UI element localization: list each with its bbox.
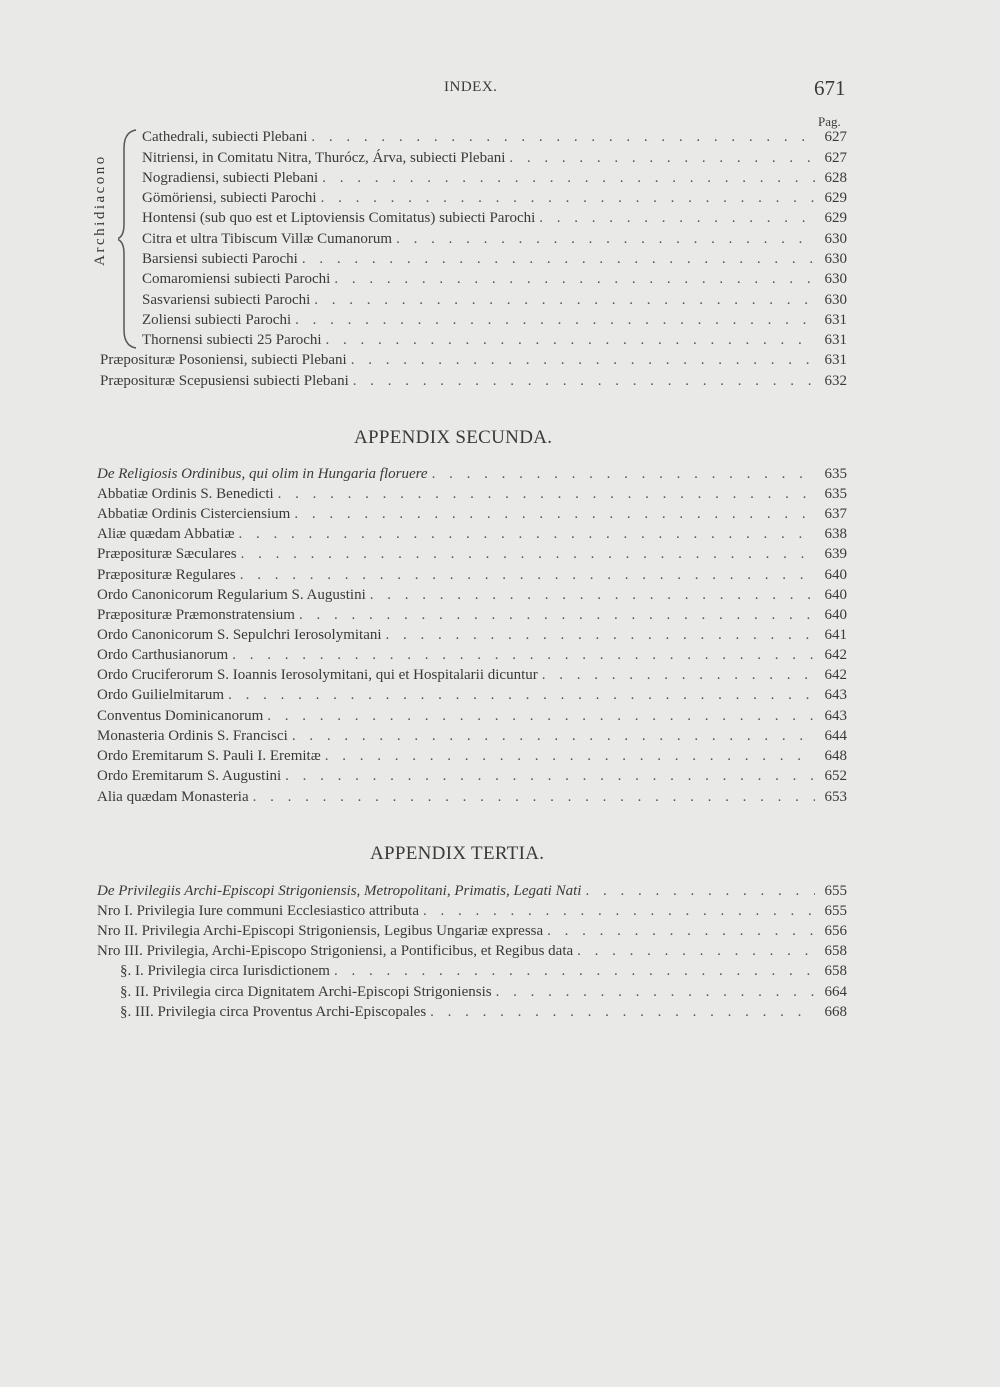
- dot-leader: [302, 251, 815, 268]
- entry-page: 655: [824, 883, 847, 899]
- entry-page: 630: [824, 292, 847, 308]
- index-entry: [97, 506, 847, 526]
- entry-page: 632: [824, 373, 847, 389]
- dot-leader: [585, 883, 815, 900]
- dot-leader: [285, 768, 815, 785]
- index-entry: [142, 170, 847, 190]
- entry-text: Gömöriensi, subiecti Parochi: [142, 190, 317, 206]
- dot-leader: [322, 170, 815, 187]
- dot-leader: [267, 708, 815, 725]
- index-entry: [142, 150, 847, 170]
- dot-leader: [334, 271, 815, 288]
- index-entry: [97, 708, 847, 728]
- entry-page: 631: [824, 332, 847, 348]
- curly-brace-icon: [118, 128, 138, 350]
- dot-leader: [423, 903, 815, 920]
- entry-page: 637: [824, 506, 847, 522]
- entry-page: 638: [824, 526, 847, 542]
- entry-text: Ordo Carthusianorum: [97, 647, 229, 663]
- index-entry: [142, 312, 847, 332]
- index-entry: [97, 943, 847, 963]
- dot-leader: [542, 667, 815, 684]
- entry-text: Ordo Guilielmitarum: [97, 687, 225, 703]
- index-entry: [142, 210, 847, 230]
- dot-leader: [396, 231, 815, 248]
- entry-text: Ordo Canonicorum Regularium S. Augustini: [97, 587, 366, 603]
- dot-leader: [432, 466, 815, 483]
- index-entry: [97, 667, 847, 687]
- dot-leader: [311, 129, 815, 146]
- index-entry: [97, 903, 847, 923]
- index-entry: [142, 292, 847, 312]
- index-entry: [120, 963, 847, 983]
- entry-text: §. III. Privilegia circa Proventus Archi-Episcopales: [120, 1004, 427, 1020]
- index-entry: [100, 352, 847, 372]
- entry-text: Ordo Eremitarum S. Augustini: [97, 768, 282, 784]
- dot-leader: [321, 190, 815, 207]
- index-entry: [97, 768, 847, 788]
- index-entry: [142, 332, 847, 352]
- entry-page: 631: [824, 312, 847, 328]
- entry-text: §. I. Privilegia circa Iurisdictionem: [120, 963, 330, 979]
- entry-text: Præposituræ Regulares: [97, 567, 236, 583]
- index-entry: [142, 271, 847, 291]
- entry-text: De Privilegiis Archi-Episcopi Strigoniensis, Metropolitani, Primatis, Legati Nati: [97, 883, 582, 899]
- index-entry: [97, 728, 847, 748]
- entry-text: Abbatiæ Ordinis S. Benedicti: [97, 486, 274, 502]
- dot-leader: [353, 373, 815, 390]
- dot-leader: [539, 210, 815, 227]
- dot-leader: [509, 150, 815, 167]
- entry-page: 630: [824, 271, 847, 287]
- dot-leader: [547, 923, 815, 940]
- entry-page: 629: [824, 210, 847, 226]
- entry-page: 640: [824, 567, 847, 583]
- index-entry: [97, 923, 847, 943]
- entry-page: 635: [824, 466, 847, 482]
- entry-page: 642: [824, 667, 847, 683]
- entry-page: 648: [824, 748, 847, 764]
- dot-leader: [299, 607, 815, 624]
- entry-text: Abbatiæ Ordinis Cisterciensium: [97, 506, 291, 522]
- index-entry: [97, 748, 847, 768]
- entry-page: 664: [824, 984, 847, 1000]
- entry-text: §. II. Privilegia circa Dignitatem Archi-Episcopi Strigoniensis: [120, 984, 492, 1000]
- entry-text: Nro II. Privilegia Archi-Episcopi Strigoniensis, Legibus Ungariæ expressa: [97, 923, 544, 939]
- index-entry: [97, 466, 847, 486]
- entry-page: 630: [824, 251, 847, 267]
- entry-text: Præposituræ Præmonstratensium: [97, 607, 295, 623]
- entry-text: Nro III. Privilegia, Archi-Episcopo Strigoniensi, a Pontificibus, et Regibus data: [97, 943, 574, 959]
- dot-leader: [496, 984, 815, 1001]
- page-number: 671: [814, 76, 846, 100]
- dot-leader: [430, 1004, 815, 1021]
- entry-text: Ordo Cruciferorum S. Ioannis Ierosolymitani, qui et Hospitalarii dicuntur: [97, 667, 538, 683]
- dot-leader: [325, 748, 815, 765]
- dot-leader: [314, 292, 815, 309]
- dot-leader: [292, 728, 815, 745]
- entry-text: Ordo Canonicorum S. Sepulchri Ierosolymitani: [97, 627, 382, 643]
- entry-text: Zoliensi subiecti Parochi: [142, 312, 292, 328]
- dot-leader: [295, 312, 815, 329]
- entry-text: Monasteria Ordinis S. Francisci: [97, 728, 288, 744]
- index-entry: [100, 373, 847, 393]
- dot-leader: [370, 587, 815, 604]
- index-entry: [97, 526, 847, 546]
- index-entry: [97, 546, 847, 566]
- entry-page: 668: [824, 1004, 847, 1020]
- entry-text: Comaromiensi subiecti Parochi: [142, 271, 331, 287]
- entry-page: 631: [824, 352, 847, 368]
- entry-page: 643: [824, 687, 847, 703]
- index-entry: [142, 251, 847, 271]
- entry-text: Citra et ultra Tibiscum Villæ Cumanorum: [142, 231, 393, 247]
- entry-page: 629: [824, 190, 847, 206]
- index-entry: [97, 567, 847, 587]
- dot-leader: [334, 963, 815, 980]
- entry-text: Alia quædam Monasteria: [97, 789, 249, 805]
- entry-text: Aliæ quædam Abbatiæ: [97, 526, 235, 542]
- entry-page: 635: [824, 486, 847, 502]
- dot-leader: [228, 687, 815, 704]
- entry-text: Præposituræ Sæculares: [97, 546, 237, 562]
- entry-page: 658: [824, 963, 847, 979]
- section-heading-appendix-tertia: APPENDIX TERTIA.: [370, 843, 545, 864]
- entry-text: Nitriensi, in Comitatu Nitra, Thurócz, Árva, subiecti Plebani: [142, 150, 506, 166]
- entry-page: 644: [824, 728, 847, 744]
- entry-text: Sasvariensi subiecti Parochi: [142, 292, 311, 308]
- dot-leader: [239, 526, 815, 543]
- entry-text: De Religiosis Ordinibus, qui olim in Hungaria floruere: [97, 466, 428, 482]
- index-entry: [97, 789, 847, 809]
- index-entry: [120, 984, 847, 1004]
- entry-text: Conventus Dominicanorum: [97, 708, 264, 724]
- entry-page: 652: [824, 768, 847, 784]
- index-entry: [120, 1004, 847, 1024]
- page-header-title: INDEX.: [444, 79, 498, 95]
- entry-text: Præposituræ Posoniensi, subiecti Plebani: [100, 352, 347, 368]
- dot-leader: [240, 567, 815, 584]
- pag-column-label: Pag.: [818, 114, 841, 129]
- entry-page: 640: [824, 607, 847, 623]
- entry-text: Præposituræ Scepusiensi subiecti Plebani: [100, 373, 349, 389]
- dot-leader: [326, 332, 815, 349]
- index-entry: [97, 587, 847, 607]
- index-entry: [97, 627, 847, 647]
- entry-page: 639: [824, 546, 847, 562]
- archidiacono-vertical-label: Archidiacono: [92, 154, 108, 266]
- entry-page: 628: [824, 170, 847, 186]
- index-entry: [142, 231, 847, 251]
- entry-text: Thornensi subiecti 25 Parochi: [142, 332, 322, 348]
- dot-leader: [241, 546, 815, 563]
- section-heading-appendix-secunda: APPENDIX SECUNDA.: [354, 427, 553, 448]
- entry-page: 643: [824, 708, 847, 724]
- index-entry: [97, 607, 847, 627]
- entry-page: 627: [824, 129, 847, 145]
- entry-page: 630: [824, 231, 847, 247]
- entry-text: Barsiensi subiecti Parochi: [142, 251, 298, 267]
- entry-page: 655: [824, 903, 847, 919]
- index-entry: [97, 687, 847, 707]
- entry-text: Nro I. Privilegia Iure communi Ecclesiastico attributa: [97, 903, 419, 919]
- entry-page: 641: [824, 627, 847, 643]
- dot-leader: [278, 486, 815, 503]
- entry-page: 640: [824, 587, 847, 603]
- index-entry: [97, 883, 847, 903]
- dot-leader: [351, 352, 815, 369]
- dot-leader: [294, 506, 815, 523]
- dot-leader: [232, 647, 815, 664]
- entry-text: Hontensi (sub quo est et Liptoviensis Comitatus) subiecti Parochi: [142, 210, 536, 226]
- entry-page: 658: [824, 943, 847, 959]
- index-entry: [142, 129, 847, 149]
- entry-text: Nogradiensi, subiecti Plebani: [142, 170, 319, 186]
- index-entry: [142, 190, 847, 210]
- entry-page: 642: [824, 647, 847, 663]
- index-entry: [97, 486, 847, 506]
- dot-leader: [386, 627, 815, 644]
- entry-text: Ordo Eremitarum S. Pauli I. Eremitæ: [97, 748, 321, 764]
- entry-page: 653: [824, 789, 847, 805]
- index-entry: [97, 647, 847, 667]
- dot-leader: [253, 789, 815, 806]
- entry-page: 627: [824, 150, 847, 166]
- entry-text: Cathedrali, subiecti Plebani: [142, 129, 308, 145]
- entry-page: 656: [824, 923, 847, 939]
- dot-leader: [577, 943, 815, 960]
